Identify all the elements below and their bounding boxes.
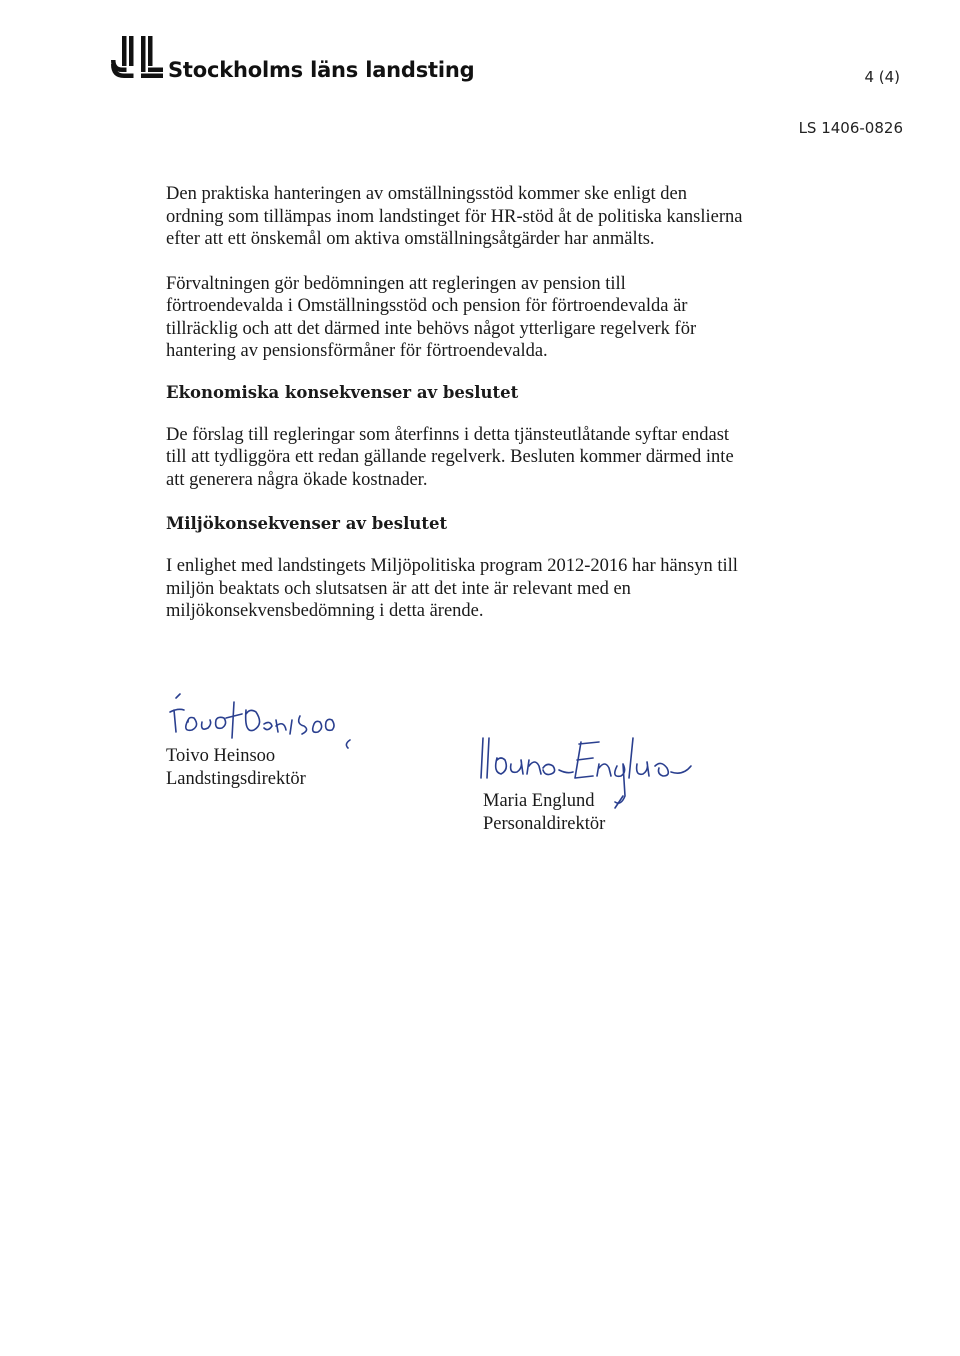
signer-toivo-heinsoo	[166, 745, 306, 790]
signer-title: Personaldirektör	[483, 813, 606, 834]
document-body	[166, 183, 746, 645]
paragraph-pension-assessment: Förvaltningen gör bedömningen att regleringen av pension till förtroendevalda i Omställningsstöd och pension för förtroendevalda är tillräcklig och att det därmed inte behövs något ytterligare regelverk för hantering av pensionsförmåner för förtroendevalda.	[166, 273, 697, 361]
heading-economic-consequences: Ekonomiska konsekvenser av beslutet	[166, 382, 519, 402]
signer-name: Toivo Heinsoo	[166, 746, 276, 766]
paragraph-economic-consequences: De förslag till regleringar som återfinns i detta tjänsteutlåtande syftar endast till att tydliggöra ett redan gällande regelverk. Besluten kommer därmed inte att generera några ökade kostnader.	[166, 424, 734, 490]
paragraph-hr-support: Den praktiska hanteringen av omställningsstöd kommer ske enligt den ordning som tillämpas inom landstinget för HR-stöd åt de politiska kanslierna efter att ett önskemål om aktiva omställningsåtgärder har anmälts.	[166, 184, 743, 249]
page-number: 4 (4)	[864, 68, 900, 86]
signature-toivo-heinsoo	[160, 690, 360, 750]
signer-name: Maria Englund	[483, 791, 595, 811]
signer-maria-englund	[483, 790, 605, 835]
sll-logo-icon	[108, 34, 168, 80]
letterhead	[108, 34, 908, 94]
signer-title: Landstingsdirektör	[166, 768, 306, 789]
paragraph-environmental-consequences: I enlighet med landstingets Miljöpolitiska program 2012-2016 har hänsyn till miljön beaktats och slutsatsen är att det inte är relevant med en miljökonsekvensbedömning i detta ärende.	[166, 556, 738, 621]
heading-environmental-consequences: Miljökonsekvenser av beslutet	[166, 514, 448, 533]
document-number: LS 1406-0826	[798, 119, 903, 137]
organization-name: Stockholms läns landsting	[168, 58, 475, 82]
